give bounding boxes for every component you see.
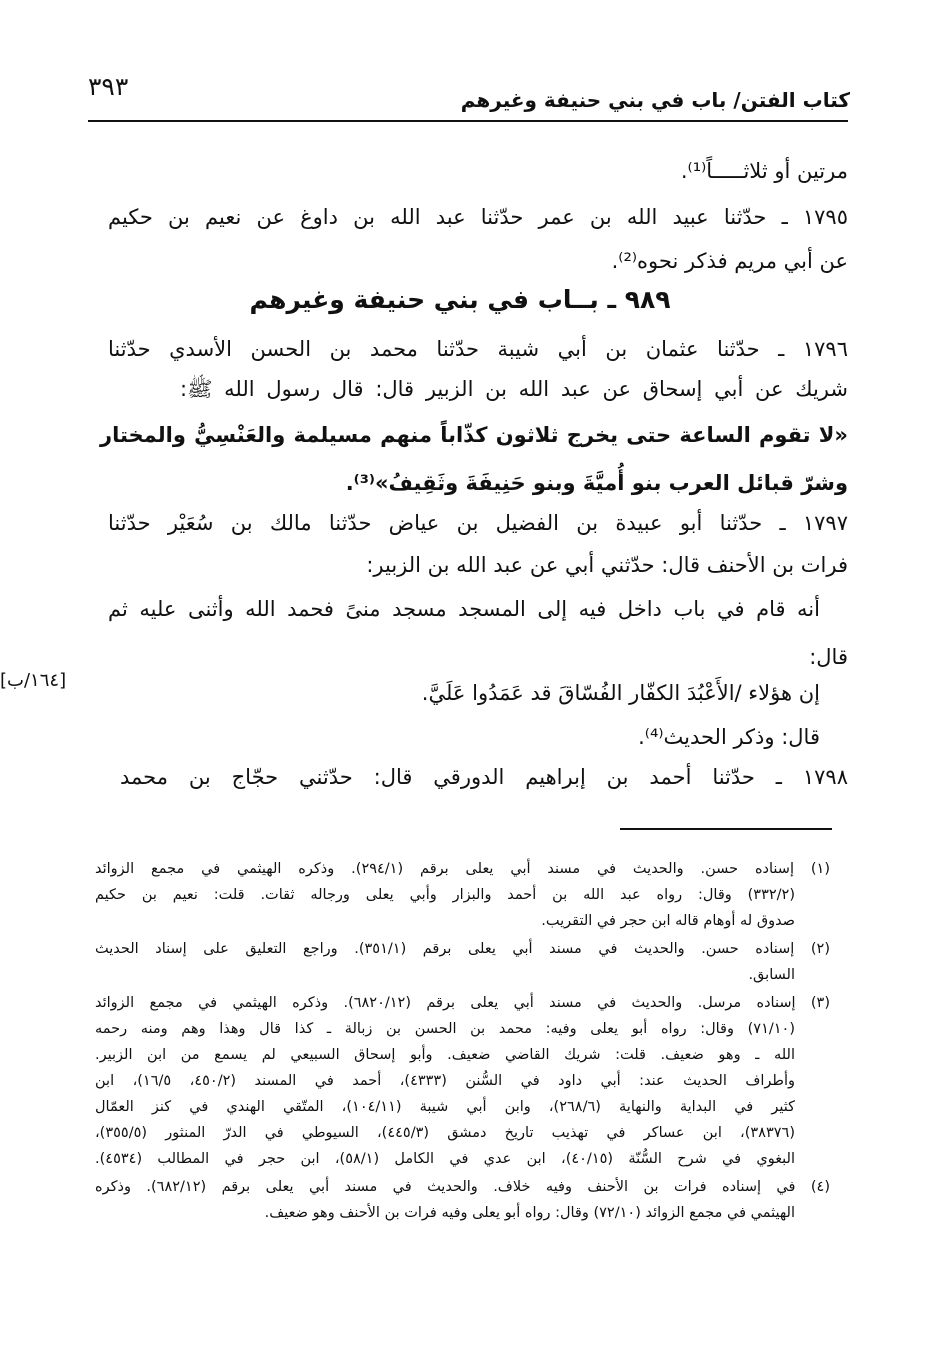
footnote-rule [620,828,832,830]
hadith-1797-line-4: قال: [809,645,848,669]
hadith-1795-line-1: ١٧٩٥ ـ حدّثنا عبيد الله بن عمر حدّثنا عبد الله بن داوغ عن نعيم بن حكيم [108,205,848,229]
footnote-3-line-7: البغوي في شرح السُّنّة (٤٠/١٥)، ابن عدي في الكامل (٥٨/١)، ابن حجر في المطالب (٤٥٣٤). [95,1151,796,1167]
running-title: كتاب الفتن/ باب في بني حنيفة وغيرهم [460,88,850,112]
footnote-1-line-1: (١) إسناده حسن. والحديث في مسند أبي يعلى برقم (٢٩٤/١). وذكره الهيثمي في مجمع الزوائد [95,861,830,877]
footnote-1-line-3: صدوق له أوهام قاله ابن حجر في التقريب. [541,913,795,929]
footnote-3-line-5: كثير في البداية والنهاية (٢٦٨/٦)، وابن أبي شيبة (١٠٤/١١)، المتّقي الهندي في كنز العمّال [95,1099,795,1115]
text-line-1: مرتين أو ثلاثـــــاً⁽¹⁾. [680,159,848,183]
hadith-1796-line-2: شريك عن أبي إسحاق عن عبد الله بن الزبير قال: قال رسول الله ﷺ: [180,377,848,401]
margin-note: [١٦٤/ب] [0,670,67,691]
footnote-3-line-6: (٣٨٣٧٦)، ابن عساكر في تهذيب تاريخ دمشق (٤٤٥/٣)، السيوطي في الدرّ المنثور (٣٥٥/٥)، [95,1125,795,1141]
footnote-3-line-3: الله ـ وهو ضعيف. قلت: شريك القاضي ضعيف. وأبو إسحاق السبيعي لم يسمع من ابن الزبير. [95,1047,795,1063]
chapter-heading: ٩٨٩ ـ بــاب في بني حنيفة وغيرهم [249,285,671,314]
hadith-1797-line-5: إن هؤلاء /الأَعْبُدَ الكفّار الفُسّاقَ قد عَمَدُوا عَلَيَّ. [421,681,820,705]
hadith-1796-quote-line-1: «لا تقوم الساعة حتى يخرج ثلاثون كذّاباً منهم مسيلمة والعَنْسِيُّ والمختار [100,423,848,447]
page-number: ٣٩٣ [88,72,129,101]
hadith-1798-line-1: ١٧٩٨ ـ حدّثنا أحمد بن إبراهيم الدورقي قال: حدّثني حجّاج بن محمد [120,765,848,789]
footnote-2-line-2: السابق. [748,967,795,983]
hadith-1796-line-1: ١٧٩٦ ـ حدّثنا عثمان بن أبي شيبة حدّثنا محمد بن الحسن الأسدي حدّثنا [108,337,848,361]
footnote-2-line-1: (٢) إسناده حسن. والحديث في مسند أبي يعلى برقم (٣٥١/١). وراجع التعليق على إسناد الحديث [95,941,830,957]
hadith-1795-line-2: عن أبي مريم فذكر نحوه⁽²⁾. [611,249,848,273]
footnote-4-line-1: (٤) في إسناده فرات بن الأحنف وفيه خلاف. والحديث في مسند أبي يعلى برقم (٦٨٢/١٢). وذكره [95,1179,830,1195]
hadith-1797-line-1: ١٧٩٧ ـ حدّثنا أبو عبيدة بن الفضيل بن عياض حدّثنا مالك بن سُعَيْر حدّثنا [108,511,848,535]
hadith-1797-line-2: فرات بن الأحنف قال: حدّثني أبي عن عبد الله بن الزبير: [366,553,848,577]
hadith-1797-line-6: قال: وذكر الحديث⁽⁴⁾. [638,725,820,749]
footnote-4-line-2: الهيثمي في مجمع الزوائد (٧٢/١٠) وقال: رواه أبو يعلى وفيه فرات بن الأحنف وهو ضعيف. [264,1205,795,1221]
footnote-1-line-2: (٣٣٢/٢) وقال: رواه عبد الله بن أحمد والبزار وأبي يعلى ورجاله ثقات. قلت: نعيم بن حكيم [95,887,795,903]
header-rule [88,120,848,122]
footnote-3-line-2: (٧١/١٠) وقال: رواه أبو يعلى وفيه: محمد بن الحسن بن زبالة ـ كذا قال وهذا وهم ومنه رحمه [95,1021,795,1037]
footnote-3-line-4: وأطراف الحديث عند: أبي داود في السُّنن (٤٣٣٣)، أحمد في المسند (٤٥٠/٢، ١٦/٥)، ابن [95,1073,795,1089]
hadith-1796-quote-line-2: وشرّ قبائل العرب بنو أُميَّةَ وبنو حَنِيفَةَ وثَقِيفُ»⁽³⁾. [345,471,848,495]
hadith-1797-line-3: أنه قام في باب داخل فيه إلى المسجد مسجد منىً فحمد الله وأثنى عليه ثم [108,597,820,621]
footnote-3-line-1: (٣) إسناده مرسل. والحديث في مسند أبي يعلى برقم (٦٨٢٠/١٢). وذكره الهيثمي في مجمع الزوائد [95,995,830,1011]
